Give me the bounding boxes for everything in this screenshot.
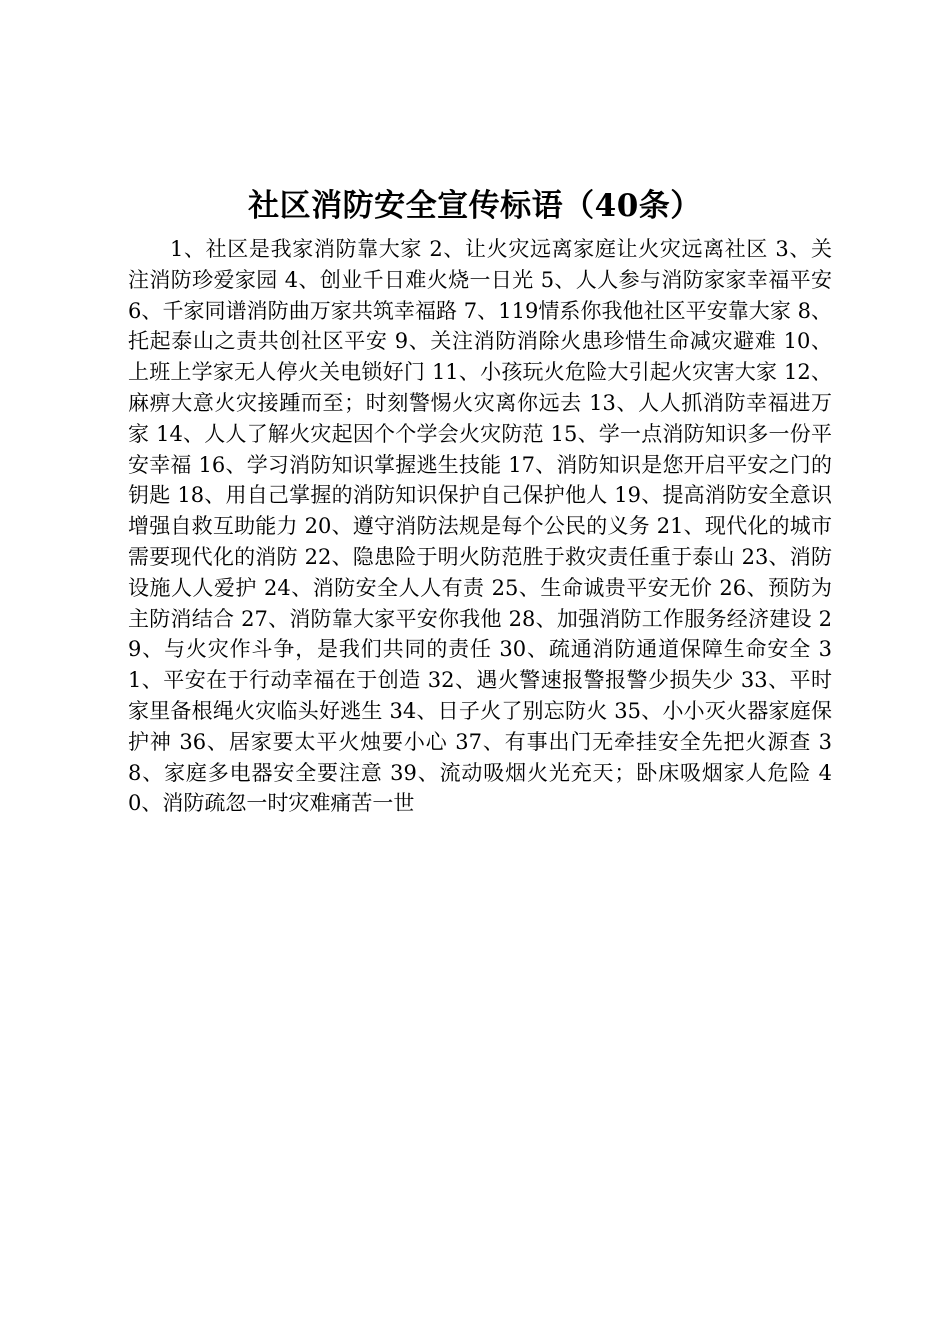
document-body-paragraph: 1、社区是我家消防靠大家 2、让火灾远离家庭让火灾远离社区 3、关注消防珍爱家园 4、创业千日难火烧一日光 5、人人参与消防家家幸福平安 6、千家同谱消防曲万家共筑幸福路 7、119情系你我他社区平安靠大家 8、托起泰山之责共创社区平安 9、关注消防消除火患珍惜生命减灾避难 10、上班上学家无人停火关电锁好门 11、小孩玩火危险大引起火灾害大家 12、麻痹大意火灾接踵而至；时刻警惕火灾离你远去 13、人人抓消防幸福进万家 14、人人了解火灾起因个个学会火灾防范 15、学一点消防知识多一份平安幸福 16、学习消防知识掌握逃生技能 17、消防知识是您开启平安之门的钥匙 18、用自己掌握的消防知识保护自己保护他人 19、提高消防安全意识增强自救互助能力 20、遵守消防法规是每个公民的义务 21、现代化的城市需要现代化的消防 22、隐患险于明火防范胜于救灾责任重于泰山 23、消防设施人人爱护 24、消防安全人人有责 25、生命诚贵平安无价 26、预防为主防消结合 27、消防靠大家平安你我他 28、加强消防工作服务经济建设 29、与火灾作斗争，是我们共同的责任 30、疏通消防通道保障生命安全 31、平安在于行动幸福在于创造 32、遇火警速报警报警少损失少 33、平时家里备根绳火灾临头好逃生 34、日子火了别忘防火 35、小小灭火器家庭保护神 36、居家要太平火烛要小心 37、有事出门无牵挂安全先把火源查 38、家庭多电器安全要注意 39、流动吸烟火光充天；卧床吸烟家人危险 40、消防疏忽一时灾难痛苦一世 [128,237,832,816]
document-title: 社区消防安全宣传标语（40条） [248,188,702,224]
